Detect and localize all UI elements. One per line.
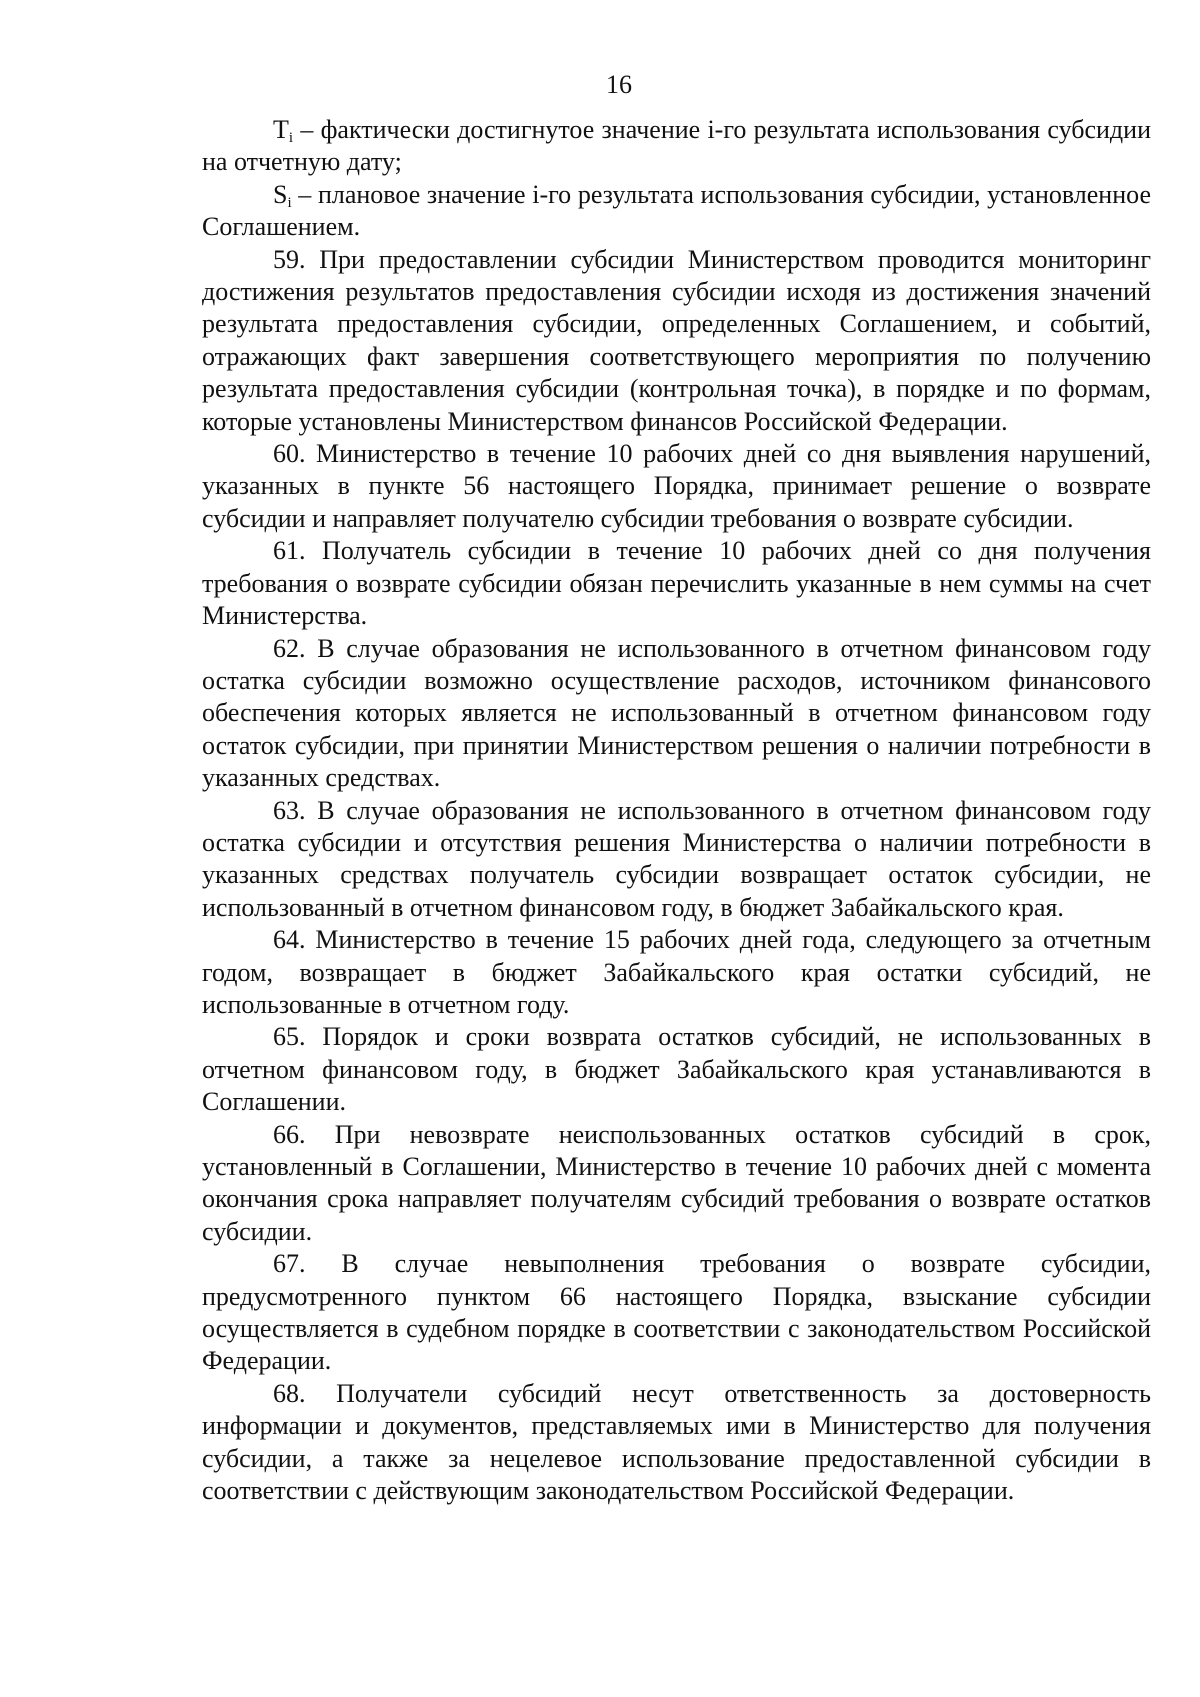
document-body <box>202 114 1151 1507</box>
page-number: 16 <box>606 70 632 99</box>
definition-s <box>202 179 1151 244</box>
paragraph-62: 62. В случае образования не использованного в отчетном финансовом году остатка субсидии возможно осуществление расходов, источником финансового обеспечения которых является не использованный в отчетном финансовом году остаток субсидии, при принятии Министерством решения о наличии потребности в указанных средствах. <box>202 633 1151 793</box>
definition-subscript: i <box>287 194 292 211</box>
paragraph-65: 65. Порядок и сроки возврата остатков субсидий, не использованных в отчетном финансовом году, в бюджет Забайкальского края устанавливаются в Соглашении. <box>202 1022 1151 1117</box>
paragraph-68: 68. Получатели субсидий несут ответственность за достоверность информации и документов, представляемых ими в Министерство для получения субсидии, а также за нецелевое использование предоставленной субсидии в соответствии с действующим законодательством Российской Федерации. <box>202 1378 1151 1506</box>
definition-symbol: T <box>273 115 289 144</box>
paragraph-59: 59. При предоставлении субсидии Министерством проводится мониторинг достижения результатов предоставления субсидии исходя из достижения значений результата предоставления субсидии, определенных Соглашением, и событий, отражающих факт завершения соответствующего мероприятия по получению результата предоставления субсидии (контрольная точка), в порядке и по формам, которые установлены Министерством финансов Российской Федерации. <box>202 244 1151 436</box>
paragraph-60: 60. Министерство в течение 10 рабочих дней со дня выявления нарушений, указанных в пункте 56 настоящего Порядка, принимает решение о возврате субсидии и направляет получателю субсидии требования о возврате субсидии. <box>202 439 1151 533</box>
definition-t <box>202 114 1151 179</box>
paragraph-63: 63. В случае образования не использованного в отчетном финансовом году остатка субсидии и отсутствия решения Министерства о наличии потребности в указанных средствах получатель субсидии возвращает остаток субсидии, не использованный в отчетном финансовом году, в бюджет Забайкальского края. <box>202 795 1151 922</box>
definition-symbol: S <box>273 179 288 209</box>
paragraph-64: 64. Министерство в течение 15 рабочих дней года, следующего за отчетным годом, возвращает в бюджет Забайкальского края остатки субсидий, не использованные в отчетном году. <box>202 925 1151 1019</box>
paragraph-61: 61. Получатель субсидии в течение 10 рабочих дней со дня получения требования о возврате субсидии обязан перечислить указанные в нем суммы на счет Министерства. <box>202 536 1151 631</box>
definition-text: – плановое значение i-го результата использования субсидии, установленное Соглашением. <box>202 179 1151 242</box>
paragraph-67: 67. В случае невыполнения требования о возврате субсидии, предусмотренного пунктом 66 настоящего Порядка, взыскание субсидии осуществляется в судебном порядке в соответствии с законодательством Российской Федерации. <box>202 1249 1151 1376</box>
definition-subscript: i <box>288 130 294 146</box>
definition-text: – фактически достигнутое значение i-го результата использования субсидии на отчетную дату; <box>202 115 1151 177</box>
paragraph-66: 66. При невозврате неиспользованных остатков субсидий в срок, установленный в Соглашении, Министерство в течение 10 рабочих дней с момента окончания срока направляет получателям субсидий требования о возврате остатков субсидии. <box>202 1119 1151 1246</box>
